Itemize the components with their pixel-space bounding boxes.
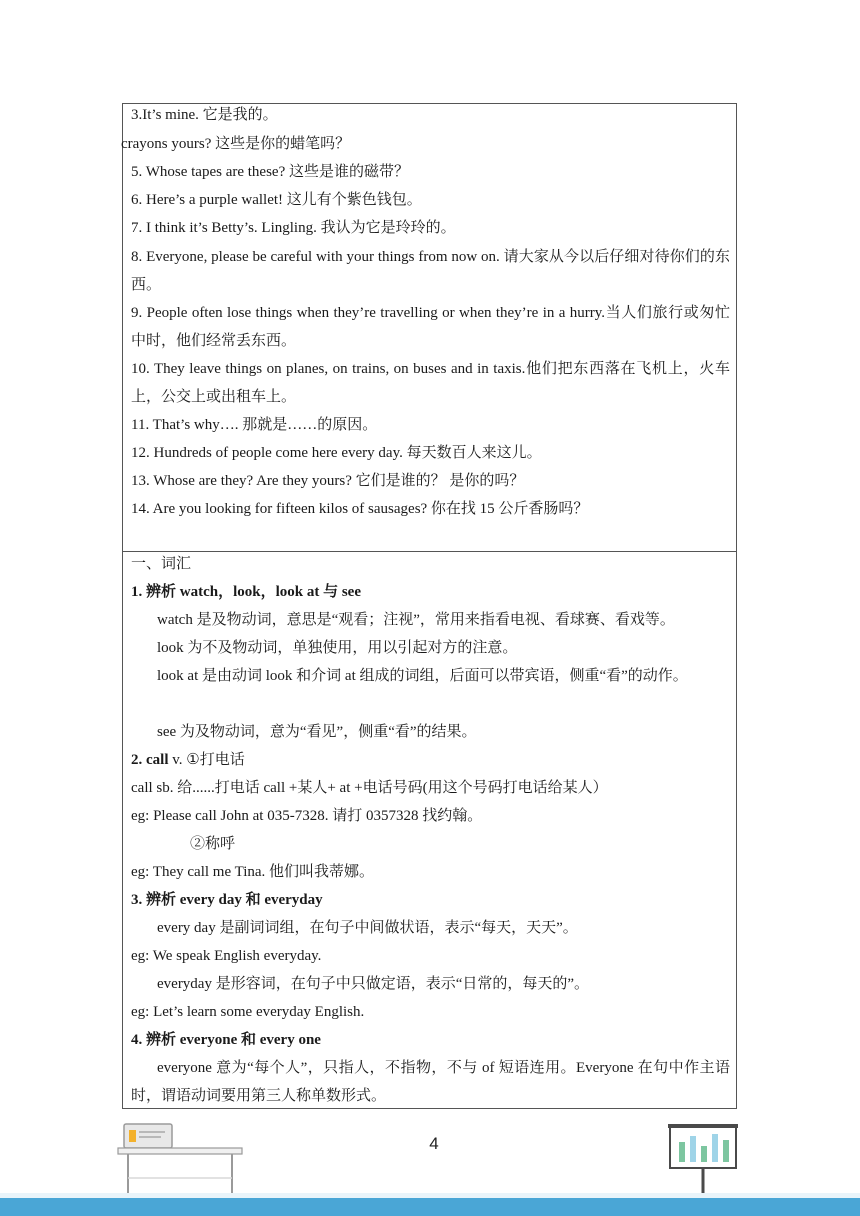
example-call-john: eg: Please call John at 035-7328. 请打 0357328 找约翰。 [131, 808, 483, 824]
heading-3-text: 3. 辨析 every day 和 everyday [131, 892, 323, 908]
sentence-6: 6. Here’s a purple wallet! 这儿有个紫色钱包。 [131, 192, 422, 208]
section-title: 一、词汇 [131, 556, 192, 572]
paragraph-look: look 为不及物动词，单独使用，用以引起对方的注意。 [157, 640, 518, 656]
sentence-10: 10. They leave things on planes, on trains, on buses and in taxis.他们把东西落在飞机上，火车上，公交上或出租车上。 [131, 361, 730, 405]
sentence-5: 5. Whose tapes are these? 这些是谁的磁带？ [131, 164, 409, 180]
sentence-4: crayons yours? 这些是你的蜡笔吗？ [121, 136, 351, 152]
vocabulary-notes-box [122, 551, 737, 1109]
meaning-2: ②称呼 [190, 836, 236, 852]
easel-chart-icon [666, 1120, 740, 1200]
sentence-7: 7. I think it’s Betty’s. Lingling. 我认为它是玲玲的。 [131, 220, 456, 236]
sentence-8: 8. Everyone, please be careful with your things from now on. 请大家从今以后仔细对待你们的东西。 [131, 249, 730, 293]
heading-4 [131, 1026, 730, 1054]
sentences-box [122, 103, 737, 552]
sentence-12: 12. Hundreds of people come here every day. 每天数百人来这儿。 [131, 445, 542, 461]
paragraph-look-at: look at 是由动词 look 和介词 at 组成的词组，后面可以带宾语，侧重“看”的动作。 [157, 668, 688, 684]
floor-band [0, 1198, 860, 1216]
sentence-3: 3.It’s mine. 它是我的。 [131, 107, 278, 123]
paragraph-call-sb: call sb. 给......打电话 call +某人+ at +电话号码(用这个号码打电话给某人） [131, 780, 608, 796]
heading-2 [131, 746, 730, 774]
heading-2-bold: 2. call [131, 752, 169, 768]
example-call-tina: eg: They call me Tina. 他们叫我蒂娜。 [131, 864, 375, 880]
paragraph-watch: watch 是及物动词，意思是“观看；注视”，常用来指看电视、看球赛、看戏等。 [157, 612, 675, 628]
heading-4-text: 4. 辨析 everyone 和 every one [131, 1032, 321, 1048]
sentence-11: 11. That’s why…. 那就是……的原因。 [131, 417, 378, 433]
desk-illustration-icon [108, 1118, 250, 1198]
paragraph-everyone: everyone 意为“每个人”，只指人，不指物，不与 of 短语连用。Everyone 在句中作主语时，谓语动词要用第三人称单数形式。 [131, 1060, 730, 1104]
sentence-14: 14. Are you looking for fifteen kilos of sausages? 你在找 15 公斤香肠吗？ [131, 501, 589, 517]
heading-1 [131, 578, 730, 606]
sentence-13: 13. Whose are they? Are they yours? 它们是谁的？ 是你的吗？ [131, 473, 525, 489]
heading-2-rest: v. ①打电话 [168, 752, 245, 768]
example-speak-english: eg: We speak English everyday. [131, 948, 322, 964]
heading-1-text: 1. 辨析 watch，look，look at 与 see [131, 584, 361, 600]
paragraph-every-day: every day 是副词词组，在句子中间做状语，表示“每天，天天”。 [157, 920, 578, 936]
page-number: 4 [429, 1134, 439, 1153]
paragraph-everyday: everyday 是形容词，在句子中只做定语，表示“日常的，每天的”。 [157, 976, 590, 992]
heading-3 [131, 886, 730, 914]
paragraph-see: see 为及物动词，意为“看见”，侧重“看”的结果。 [157, 724, 477, 740]
sentence-9: 9. People often lose things when they’re travelling or when they’re in a hurry.当人们旅行或匆忙中时，他们经常丢东西。 [131, 305, 730, 349]
example-everyday-english: eg: Let’s learn some everyday English. [131, 1004, 365, 1020]
